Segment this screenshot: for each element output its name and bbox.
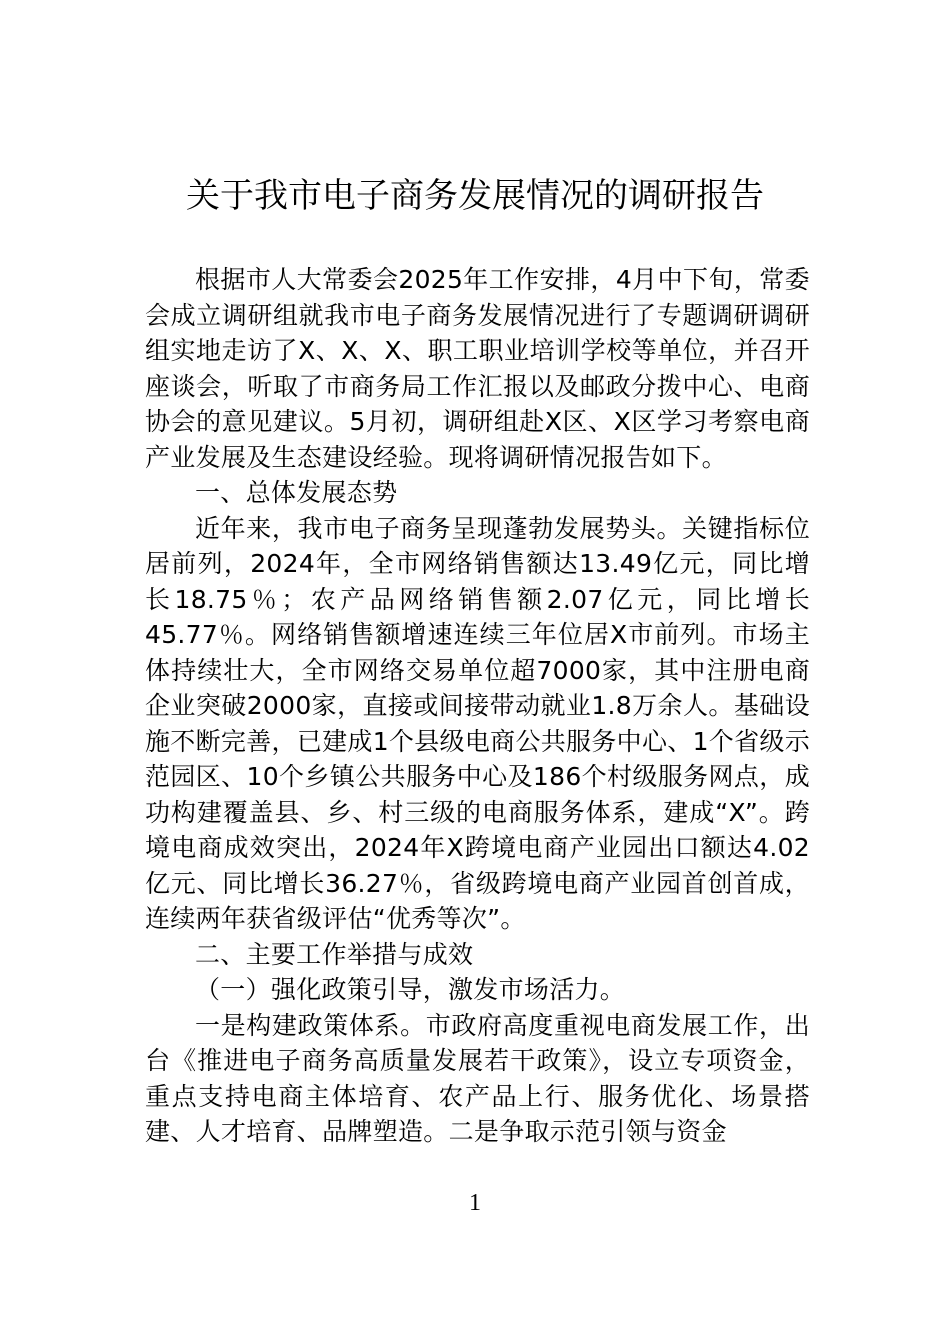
page-number: 1 xyxy=(469,1190,481,1216)
subsection-heading-1: （一）强化政策引导，激发市场活力。 xyxy=(195,975,626,1004)
paragraph-policy: 一是构建政策体系。市政府高度重视电商发展工作，出台《推进电子商务高质量发展若干政策》，设立专项资金，重点支持电商主体培育、农产品上行、服务优化、场景搭建、人才培育、品牌塑造。二是争取示范引领与资金 xyxy=(145,1010,810,1146)
document-title: 关于我市电子商务发展情况的调研报告 xyxy=(186,176,764,216)
section-heading-2: 二、主要工作举措与成效 xyxy=(195,939,474,969)
paragraph-intro: 根据市人大常委会2025年工作安排，4月中下旬，常委会成立调研组就我市电子商务发展情况进行了专题调研调研组实地走访了X、X、X、职工职业培训学校等单位，并召开座谈会，听取了市商务局工作汇报以及邮政分拨中心、电商协会的意见建议。5月初，调研组赴X区、X区学习考察电商产业发展及生态建设经验。现将调研情况报告如下。 xyxy=(145,265,810,472)
paragraph-overview: 近年来，我市电子商务呈现蓬勃发展势头。关键指标位居前列，2024年，全市网络销售额达13.49亿元，同比增长18.75％；农产品网络销售额2.07亿元，同比增长45.77％。网络销售额增速连续三年位居X市前列。市场主体持续壮大，全市网络交易单位超7000家，其中注册电商企业突破2000家，直接或间接带动就业1.8万余人。基础设施不断完善，已建成1个县级电商公共服务中心、1个省级示范园区、10个乡镇公共服务中心及186个村级服务网点，成功构建覆盖县、乡、村三级的电商服务体系，建成“X”。跨境电商成效突出，2024年X跨境电商产业园出口额达4.02亿元、同比增长36.27％，省级跨境电商产业园首创首成，连续两年获省级评估“优秀等次”。 xyxy=(145,513,810,933)
section-heading-1: 一、总体发展态势 xyxy=(195,478,398,507)
document-body xyxy=(145,262,810,1150)
